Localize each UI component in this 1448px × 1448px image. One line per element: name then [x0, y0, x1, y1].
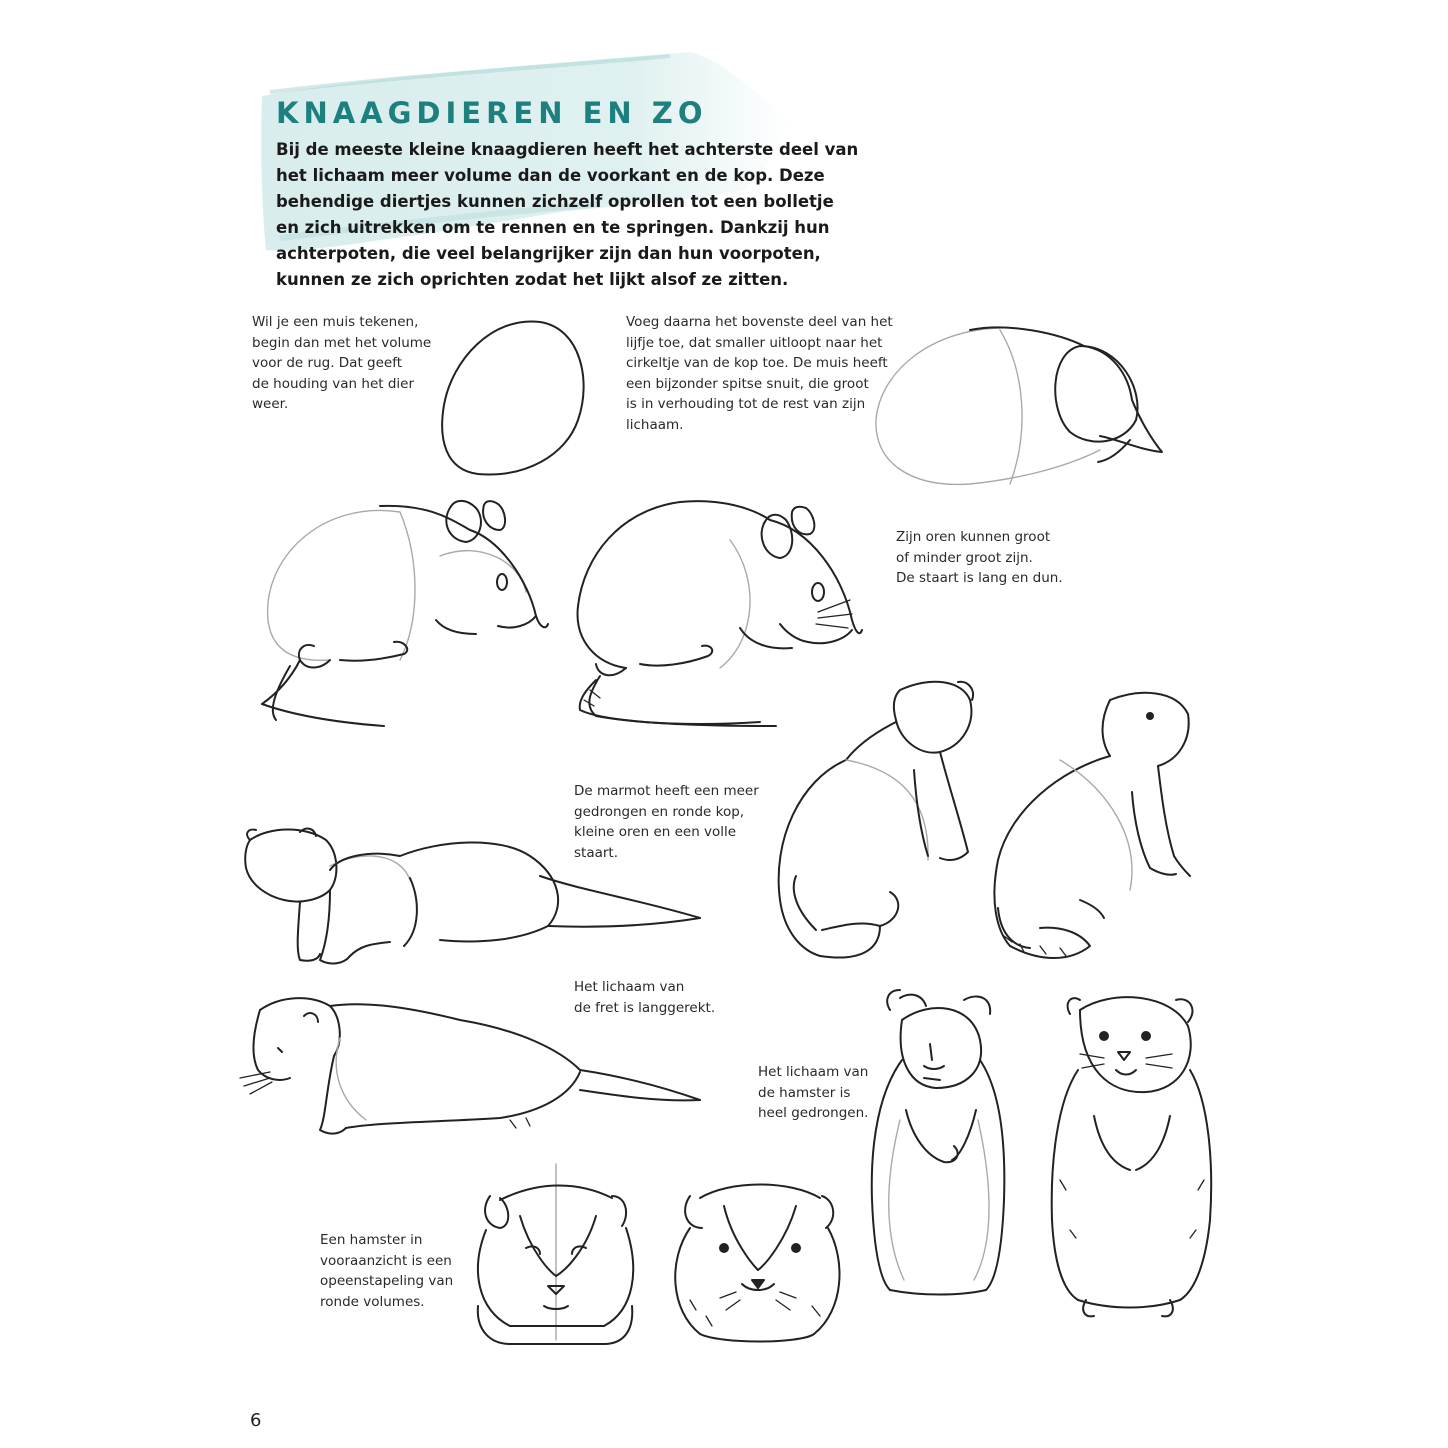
intro-line: kunnen ze zich oprichten zodat het lijkt alsof ze zitten. [276, 270, 789, 289]
caption-line: lichaam. [626, 416, 684, 433]
ferret-finished [240, 998, 700, 1134]
intro-line: achterpoten, die veel belangrijker zijn dan hun voorpoten, [276, 244, 821, 263]
caption-line: opeenstapeling van [320, 1273, 454, 1289]
caption-line: de hamster is [758, 1084, 851, 1101]
caption-line: gedrongen en ronde kop, [574, 803, 745, 820]
caption-line: weer. [252, 396, 289, 412]
caption-line: is in verhouding tot de rest van zijn [626, 396, 866, 412]
caption-line: ronde volumes. [320, 1293, 425, 1310]
caption-line: De marmot heeft een meer [574, 783, 759, 799]
hamster-front-construction [478, 1164, 633, 1344]
caption-line: begin dan met het volume [252, 334, 432, 351]
caption-line: Voeg daarna het bovenste deel van het [626, 314, 893, 330]
caption-line: De staart is lang en dun. [896, 570, 1063, 586]
hamster-standing-finished [1052, 997, 1211, 1316]
caption-line: Wil je een muis tekenen, [252, 314, 419, 330]
caption-line: de houding van het dier [252, 375, 415, 392]
hamster-front-finished [675, 1185, 839, 1342]
page-title: KNAAGDIEREN EN ZO [276, 96, 708, 130]
mouse-finished [578, 501, 862, 726]
caption-line: de fret is langgerekt. [574, 999, 716, 1016]
caption-line: Het lichaam van [758, 1064, 869, 1080]
intro-line: en zich uitrekken om te rennen en te springen. Dankzij hun [276, 218, 830, 237]
mouse-body-head-sketch [876, 327, 1162, 484]
caption-line: een bijzonder spitse snuit, die groot [626, 375, 869, 392]
intro-line: het lichaam meer volume dan de voorkant en de kop. Deze [276, 166, 825, 185]
caption-line: of minder groot zijn. [896, 549, 1033, 566]
caption-line: vooraanzicht is een [320, 1252, 452, 1269]
caption-line: heel gedrongen. [758, 1105, 869, 1121]
mouse-egg-sketch [442, 321, 583, 474]
caption-line: Zijn oren kunnen groot [896, 529, 1051, 545]
intro-line: behendige diertjes kunnen zichzelf oprollen tot een bolletje [276, 192, 834, 211]
caption-line: cirkeltje van de kop toe. De muis heeft [626, 355, 888, 371]
caption-line: staart. [574, 844, 619, 861]
caption-line: lijfje toe, dat smaller uitloopt naar het [626, 334, 883, 351]
ferret-construction [245, 829, 700, 964]
intro-line: Bij de meeste kleine knaagdieren heeft het achterste deel van [276, 140, 859, 159]
caption-line: voor de rug. Dat geeft [252, 355, 403, 371]
caption-line: kleine oren en een volle [574, 824, 737, 840]
marmot-construction [779, 682, 973, 958]
hamster-standing-construction [872, 990, 1005, 1295]
page-number: 6 [250, 1410, 262, 1431]
caption-line: Het lichaam van [574, 979, 685, 995]
caption-line: Een hamster in [320, 1232, 423, 1248]
marmot-finished [994, 693, 1190, 958]
mouse-construction [262, 501, 548, 726]
